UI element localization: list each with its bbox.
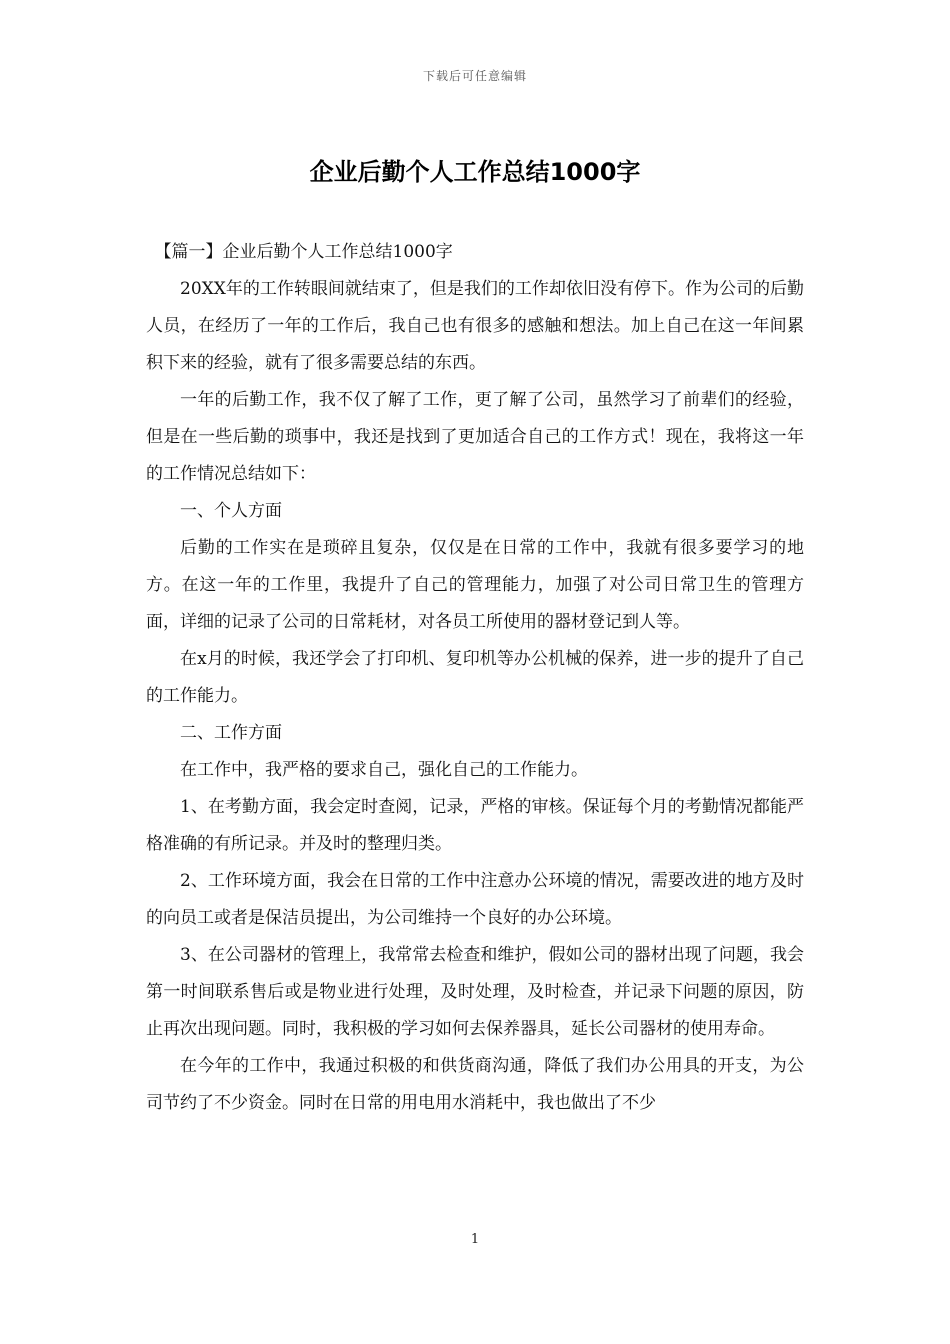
paragraph-3: 后勤的工作实在是琐碎且复杂，仅仅是在日常的工作中，我就有很多要学习的地方。在这一年的工作里，我提升了自己的管理能力，加强了对公司日常卫生的管理方面，详细的记录了公司的日常耗材，对各员工所使用的器材登记到人等。: [146, 538, 804, 632]
document-body: [146, 234, 804, 1122]
list-item-1: 1、在考勤方面，我会定时查阅，记录，严格的审核。保证每个月的考勤情况都能严格准确的有所记录。并及时的整理归类。: [146, 797, 804, 854]
paragraph-5: 在工作中，我严格的要求自己，强化自己的工作能力。: [180, 760, 588, 780]
paragraph-1: 20XX年的工作转眼间就结束了，但是我们的工作却依旧没有停下。作为公司的后勤人员，在经历了一年的工作后，我自己也有很多的感触和想法。加上自己在这一年间累积下来的经验，就有了很多需要总结的东西。: [146, 279, 804, 373]
list-item-2: 2、工作环境方面，我会在日常的工作中注意办公环境的情况，需要改进的地方及时的向员工或者是保洁员提出，为公司维持一个良好的办公环境。: [146, 871, 804, 928]
heading-work: 二、工作方面: [180, 723, 282, 743]
heading-personal: 一、个人方面: [180, 501, 282, 521]
section-label: 【篇一】企业后勤个人工作总结1000字: [154, 242, 453, 262]
paragraph-6: 在今年的工作中，我通过积极的和供货商沟通，降低了我们办公用具的开支，为公司节约了不少资金。同时在日常的用电用水消耗中，我也做出了不少: [146, 1056, 804, 1113]
list-item-3: 3、在公司器材的管理上，我常常去检查和维护，假如公司的器材出现了问题，我会第一时间联系售后或是物业进行处理，及时处理，及时检查，并记录下问题的原因，防止再次出现问题。同时，我积极的学习如何去保养器具，延长公司器材的使用寿命。: [146, 945, 804, 1039]
paragraph-4: 在x月的时候，我还学会了打印机、复印机等办公机械的保养，进一步的提升了自己的工作能力。: [146, 649, 804, 706]
header-note: 下载后可任意编辑: [422, 69, 527, 83]
paragraph-2: 一年的后勤工作，我不仅了解了工作，更了解了公司，虽然学习了前辈们的经验，但是在一些后勤的琐事中，我还是找到了更加适合自己的工作方式！现在，我将这一年的工作情况总结如下：: [146, 390, 804, 484]
page-number: 1: [470, 1232, 480, 1247]
document-title: 企业后勤个人工作总结1000字: [309, 158, 641, 186]
